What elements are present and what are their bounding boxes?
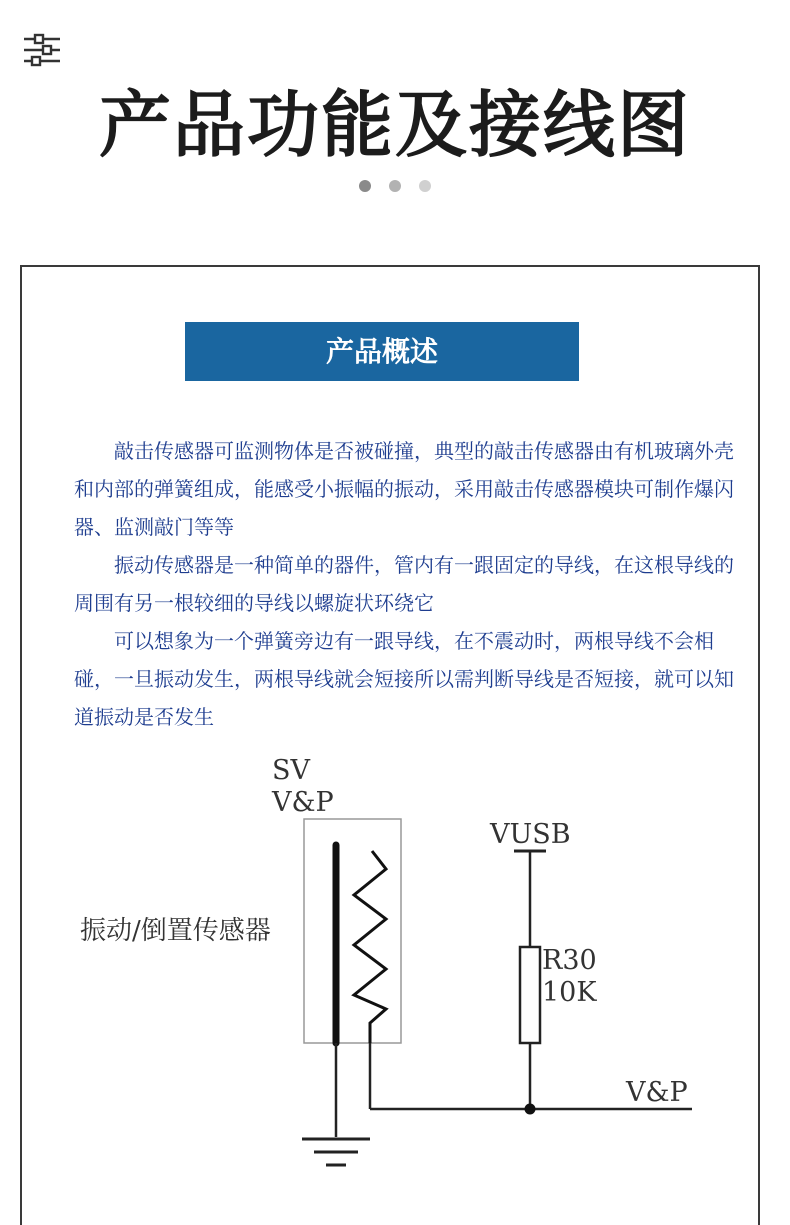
carousel-dot-2[interactable] [389, 180, 401, 192]
label-sv: SV [272, 755, 310, 786]
carousel-dots [0, 180, 790, 192]
resistor-r30 [520, 947, 540, 1043]
sliders-icon[interactable] [24, 33, 60, 67]
ground-icon [302, 1139, 370, 1165]
overview-paragraph-3: 可以想象为一个弹簧旁边有一跟导线，在不震动时，两根导线不会相碰，一旦振动发生，两根导线就会短接所以需判断导线是否短接，就可以知道振动是否发生 [74, 629, 734, 729]
carousel-dot-1[interactable] [359, 180, 371, 192]
carousel-dot-3[interactable] [419, 180, 431, 192]
label-vusb: VUSB [490, 819, 571, 850]
overview-text [74, 432, 734, 736]
spring-coil [354, 851, 386, 1043]
page-title: 产品功能及接线图 [98, 83, 691, 167]
label-vp-output: V&P [626, 1077, 688, 1108]
section-title: 产品概述 [185, 322, 579, 381]
resistor-name: R30 [542, 945, 597, 976]
resistor-value: 10K [542, 977, 597, 1008]
sensor-label: 振动/倒置传感器 [80, 916, 271, 946]
product-overview-panel [20, 265, 760, 1225]
junction-node [525, 1104, 536, 1115]
overview-paragraph-2: 振动传感器是一种简单的器件，管内有一跟固定的导线，在这根导线的周围有另一根较细的导线以螺旋状环绕它 [74, 553, 734, 615]
label-vp-top: V&P [272, 787, 334, 818]
wiring-diagram [74, 747, 714, 1187]
overview-paragraph-1: 敲击传感器可监测物体是否被碰撞，典型的敲击传感器由有机玻璃外壳和内部的弹簧组成，能感受小振幅的振动，采用敲击传感器模块可制作爆闪器、监测敲门等等 [74, 439, 734, 539]
